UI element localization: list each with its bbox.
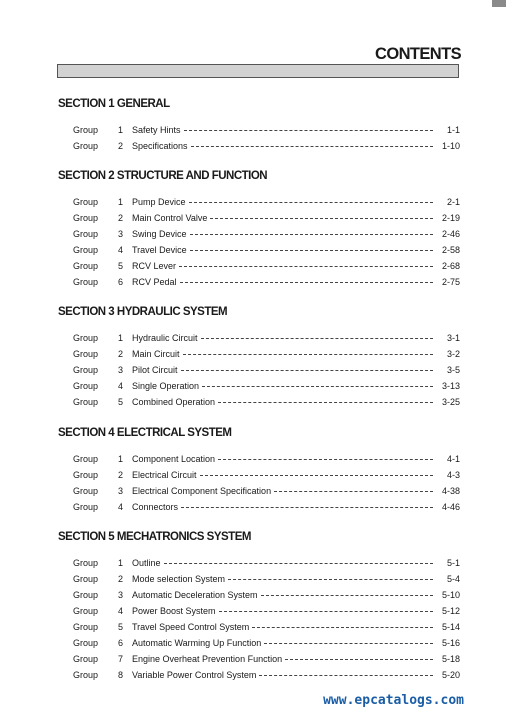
group-number: 5 (118, 622, 124, 632)
group-number: 2 (118, 141, 124, 151)
dot-leader (218, 458, 433, 460)
page-number: 4-46 (441, 502, 460, 512)
toc-entry[interactable] (58, 555, 460, 571)
section-3 (58, 304, 460, 410)
group-number: 2 (118, 470, 124, 480)
entry-label: Pump Device (132, 197, 186, 207)
group-number: 3 (118, 229, 124, 239)
page-number: 5-18 (441, 654, 460, 664)
group-word: Group (73, 470, 99, 480)
group-number: 6 (118, 277, 124, 287)
entry-label: Outline (132, 558, 161, 568)
group-word: Group (73, 381, 99, 391)
page-number: 3-2 (446, 349, 460, 359)
dot-leader (184, 129, 433, 131)
group-word: Group (73, 638, 99, 648)
group-number: 5 (118, 397, 124, 407)
corner-mark (492, 0, 506, 7)
toc-entry[interactable] (58, 394, 460, 410)
section-heading: SECTION 5 MECHATRONICS SYSTEM (58, 531, 251, 543)
dot-leader (218, 401, 433, 403)
toc-entry[interactable] (58, 258, 460, 274)
toc-entry[interactable] (58, 226, 460, 242)
dot-leader (189, 201, 433, 203)
entry-label: Component Location (132, 454, 216, 464)
toc-entry[interactable] (58, 667, 460, 683)
entry-label: Hydraulic Circuit (132, 333, 198, 343)
group-number: 3 (118, 486, 124, 496)
group-number: 6 (118, 638, 124, 648)
group-word: Group (73, 397, 99, 407)
page-number: 3-13 (441, 381, 460, 391)
entry-label: Pilot Circuit (132, 365, 178, 375)
entry-label: Main Control Valve (132, 213, 208, 223)
page-number: 2-19 (441, 213, 460, 223)
group-number: 4 (118, 606, 124, 616)
page-number: 2-58 (441, 245, 460, 255)
entry-label: Automatic Deceleration System (132, 590, 258, 600)
group-word: Group (73, 125, 99, 135)
toc-entry[interactable] (58, 194, 460, 210)
page-number: 3-25 (441, 397, 460, 407)
group-number: 1 (118, 558, 124, 568)
entry-label: Specifications (132, 141, 188, 151)
dot-leader (274, 490, 433, 492)
dot-leader (183, 353, 433, 355)
group-number: 8 (118, 670, 124, 680)
dot-leader (180, 281, 433, 283)
dot-leader (210, 217, 433, 219)
group-word: Group (73, 213, 99, 223)
section-4 (58, 425, 460, 515)
entry-label: Power Boost System (132, 606, 216, 616)
entry-label: Single Operation (132, 381, 200, 391)
group-word: Group (73, 277, 99, 287)
dot-leader (202, 385, 433, 387)
entry-label: RCV Pedal (132, 277, 177, 287)
group-word: Group (73, 622, 99, 632)
dot-leader (200, 474, 433, 476)
entry-label: Variable Power Control System (132, 670, 257, 680)
page-number: 5-1 (446, 558, 460, 568)
toc-entry[interactable] (58, 651, 460, 667)
toc-entry[interactable] (58, 210, 460, 226)
dot-leader (201, 337, 433, 339)
page-number: 5-10 (441, 590, 460, 600)
group-number: 1 (118, 125, 124, 135)
dot-leader (190, 249, 433, 251)
dot-leader (252, 626, 433, 628)
entry-label: Main Circuit (132, 349, 180, 359)
toc-entry[interactable] (58, 603, 460, 619)
group-word: Group (73, 654, 99, 664)
group-word: Group (73, 574, 99, 584)
entry-label: Combined Operation (132, 397, 216, 407)
group-number: 1 (118, 333, 124, 343)
toc-entry[interactable] (58, 378, 460, 394)
group-word: Group (73, 349, 99, 359)
group-word: Group (73, 229, 99, 239)
entry-label: Automatic Warming Up Function (132, 638, 262, 648)
page-number: 4-3 (446, 470, 460, 480)
page-number: 2-46 (441, 229, 460, 239)
entry-label: Electrical Circuit (132, 470, 197, 480)
entry-label: Connectors (132, 502, 179, 512)
group-number: 3 (118, 590, 124, 600)
toc-entry[interactable] (58, 362, 460, 378)
entry-label: Safety Hints (132, 125, 181, 135)
page-number: 2-75 (441, 277, 460, 287)
dot-leader (264, 642, 433, 644)
group-word: Group (73, 590, 99, 600)
group-number: 3 (118, 365, 124, 375)
section-heading: SECTION 2 STRUCTURE AND FUNCTION (58, 170, 268, 182)
toc-entry[interactable] (58, 635, 460, 651)
entry-label: Engine Overheat Prevention Function (132, 654, 283, 664)
group-word: Group (73, 245, 99, 255)
entry-label: Mode selection System (132, 574, 226, 584)
page-number: 4-38 (441, 486, 460, 496)
group-number: 4 (118, 245, 124, 255)
page-number: 5-20 (441, 670, 460, 680)
section-heading: SECTION 3 HYDRAULIC SYSTEM (58, 306, 228, 318)
toc-entry[interactable] (58, 483, 460, 499)
page-number: 4-1 (446, 454, 460, 464)
page-number: 2-1 (446, 197, 460, 207)
dot-leader (181, 506, 433, 508)
page-number: 1-10 (441, 141, 460, 151)
toc-entry[interactable] (58, 138, 460, 154)
group-word: Group (73, 454, 99, 464)
dot-leader (228, 578, 433, 580)
watermark-link[interactable]: www.epcatalogs.com (323, 693, 464, 708)
group-number: 2 (118, 349, 124, 359)
page-number: 5-4 (446, 574, 460, 584)
toc-entry[interactable] (58, 499, 460, 515)
title-rule-bar (57, 64, 459, 78)
toc-entry[interactable] (58, 330, 460, 346)
toc-entry[interactable] (58, 242, 460, 258)
group-word: Group (73, 486, 99, 496)
group-number: 1 (118, 454, 124, 464)
group-word: Group (73, 141, 99, 151)
dot-leader (181, 369, 433, 371)
group-number: 7 (118, 654, 124, 664)
section-heading: SECTION 4 ELECTRICAL SYSTEM (58, 427, 232, 439)
section-2 (58, 168, 460, 290)
dot-leader (190, 233, 433, 235)
toc-entry[interactable] (58, 451, 460, 467)
toc-entry[interactable] (58, 571, 460, 587)
dot-leader (259, 674, 433, 676)
page-title: CONTENTS (375, 45, 461, 63)
toc-entry[interactable] (58, 619, 460, 635)
group-word: Group (73, 670, 99, 680)
group-word: Group (73, 333, 99, 343)
toc-entry[interactable] (58, 587, 460, 603)
dot-leader (285, 658, 433, 660)
group-number: 2 (118, 574, 124, 584)
group-word: Group (73, 606, 99, 616)
group-word: Group (73, 502, 99, 512)
dot-leader (164, 562, 433, 564)
toc-entry[interactable] (58, 122, 460, 138)
dot-leader (261, 594, 433, 596)
entry-label: Electrical Component Specification (132, 486, 272, 496)
entry-label: Swing Device (132, 229, 187, 239)
page-number: 3-1 (446, 333, 460, 343)
entry-label: RCV Lever (132, 261, 177, 271)
section-heading: SECTION 1 GENERAL (58, 98, 170, 110)
page-number: 2-68 (441, 261, 460, 271)
group-number: 1 (118, 197, 124, 207)
page-number: 5-12 (441, 606, 460, 616)
page-number: 3-5 (446, 365, 460, 375)
group-number: 2 (118, 213, 124, 223)
entry-label: Travel Device (132, 245, 187, 255)
group-number: 4 (118, 381, 124, 391)
entry-label: Travel Speed Control System (132, 622, 250, 632)
section-1 (58, 96, 460, 154)
section-5 (58, 529, 460, 683)
group-word: Group (73, 558, 99, 568)
group-number: 4 (118, 502, 124, 512)
group-word: Group (73, 197, 99, 207)
dot-leader (191, 145, 433, 147)
dot-leader (219, 610, 433, 612)
toc-entry[interactable] (58, 346, 460, 362)
page-number: 5-16 (441, 638, 460, 648)
toc-entry[interactable] (58, 274, 460, 290)
group-word: Group (73, 365, 99, 375)
page-number: 1-1 (446, 125, 460, 135)
toc-entry[interactable] (58, 467, 460, 483)
dot-leader (179, 265, 433, 267)
page-number: 5-14 (441, 622, 460, 632)
group-word: Group (73, 261, 99, 271)
group-number: 5 (118, 261, 124, 271)
